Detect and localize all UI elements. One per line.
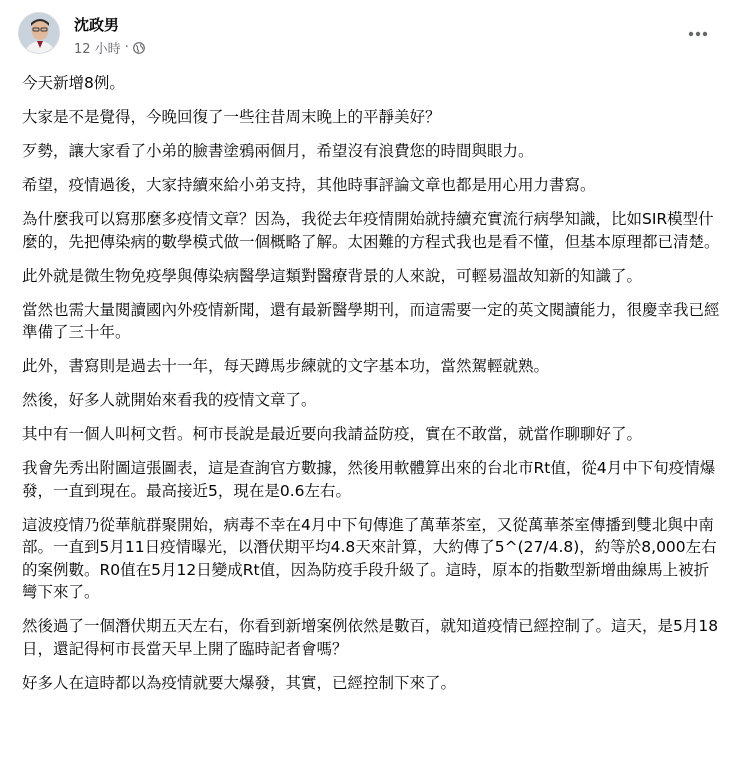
post-paragraph: 好多人在這時都以為疫情就要大爆發，其實，已經控制下來了。 bbox=[22, 673, 457, 692]
avatar[interactable] bbox=[18, 12, 60, 54]
avatar-photo bbox=[19, 13, 60, 54]
globe-icon bbox=[133, 42, 145, 54]
post-body bbox=[22, 72, 722, 706]
post-meta bbox=[74, 38, 145, 57]
more-options-icon bbox=[688, 31, 708, 37]
author-name[interactable]: 沈政男 bbox=[74, 16, 120, 34]
post-paragraph: 歹勢，讓大家看了小弟的臉書塗鴉兩個月，希望沒有浪費您的時間與眼力。 bbox=[22, 142, 534, 160]
post-paragraph: 希望，疫情過後，大家持續來給小弟支持，其他時事評論文章也都是用心用力書寫。 bbox=[22, 176, 596, 194]
post-paragraph: 大家是不是覺得，今晚回復了一些往昔周末晚上的平靜美好？ bbox=[22, 108, 441, 126]
post-timestamp[interactable]: 12 小時 bbox=[74, 42, 121, 57]
post-header bbox=[18, 12, 718, 56]
post-paragraph: 其中有一個人叫柯文哲。柯市長說是最近要向我請益防疫，實在不敢當，就當作聊聊好了。 bbox=[22, 425, 643, 443]
post-paragraph: 此外，書寫則是過去十一年，每天蹲馬步練就的文字基本功，當然駕輕就熟。 bbox=[22, 357, 550, 375]
meta-separator: · bbox=[124, 40, 129, 55]
post-paragraph: 這波疫情乃從華航群聚開始，病毒不幸在4月中下旬傳進了萬華茶室，又從萬華茶室傳播到雙北與中南部。一直到5月11日疫情曝光，以潛伏期平均4.8天來計算，大約傳了5^(27/4.8)，約等於8,000左右的案例數。R0值在5月12日變成Rt值，因為防疫手段升級了。這時，原本的指數型新增曲線馬上被折彎下來了。 bbox=[22, 515, 717, 601]
post-paragraph: 今天新增8例。 bbox=[22, 74, 125, 92]
post-paragraph: 此外就是微生物免疫學與傳染病醫學這類對醫療背景的人來說，可輕易溫故知新的知識了。 bbox=[22, 266, 643, 285]
post-paragraph: 然後過了一個潛伏期五天左右，你看到新增案例依然是數百，就知道疫情已經控制了。這天，是5月18日，還記得柯市長當天早上開了臨時記者會嗎？ bbox=[22, 617, 719, 658]
post-paragraph: 我會先秀出附圖這張圖表，這是查詢官方數據，然後用軟體算出來的台北市Rt值，從4月中下旬疫情爆發，一直到現在。最高接近5，現在是0.6左右。 bbox=[22, 459, 716, 500]
more-options-button[interactable] bbox=[682, 18, 714, 50]
post-paragraph: 當然也需大量閱讀國內外疫情新聞，還有最新醫學期刊，而這需要一定的英文閱讀能力，很慶幸我已經準備了三十年。 bbox=[22, 300, 720, 341]
post-paragraph: 然後，好多人就開始來看我的疫情文章了。 bbox=[22, 391, 317, 409]
post-paragraph: 為什麼我可以寫那麼多疫情文章？因為，我從去年疫情開始就持續充實流行病學知識，比如SIR模型什麼的，先把傳染病的數學模式做一個概略了解。太困難的方程式我也是看不懂，但基本原理都已清楚。 bbox=[22, 210, 720, 251]
